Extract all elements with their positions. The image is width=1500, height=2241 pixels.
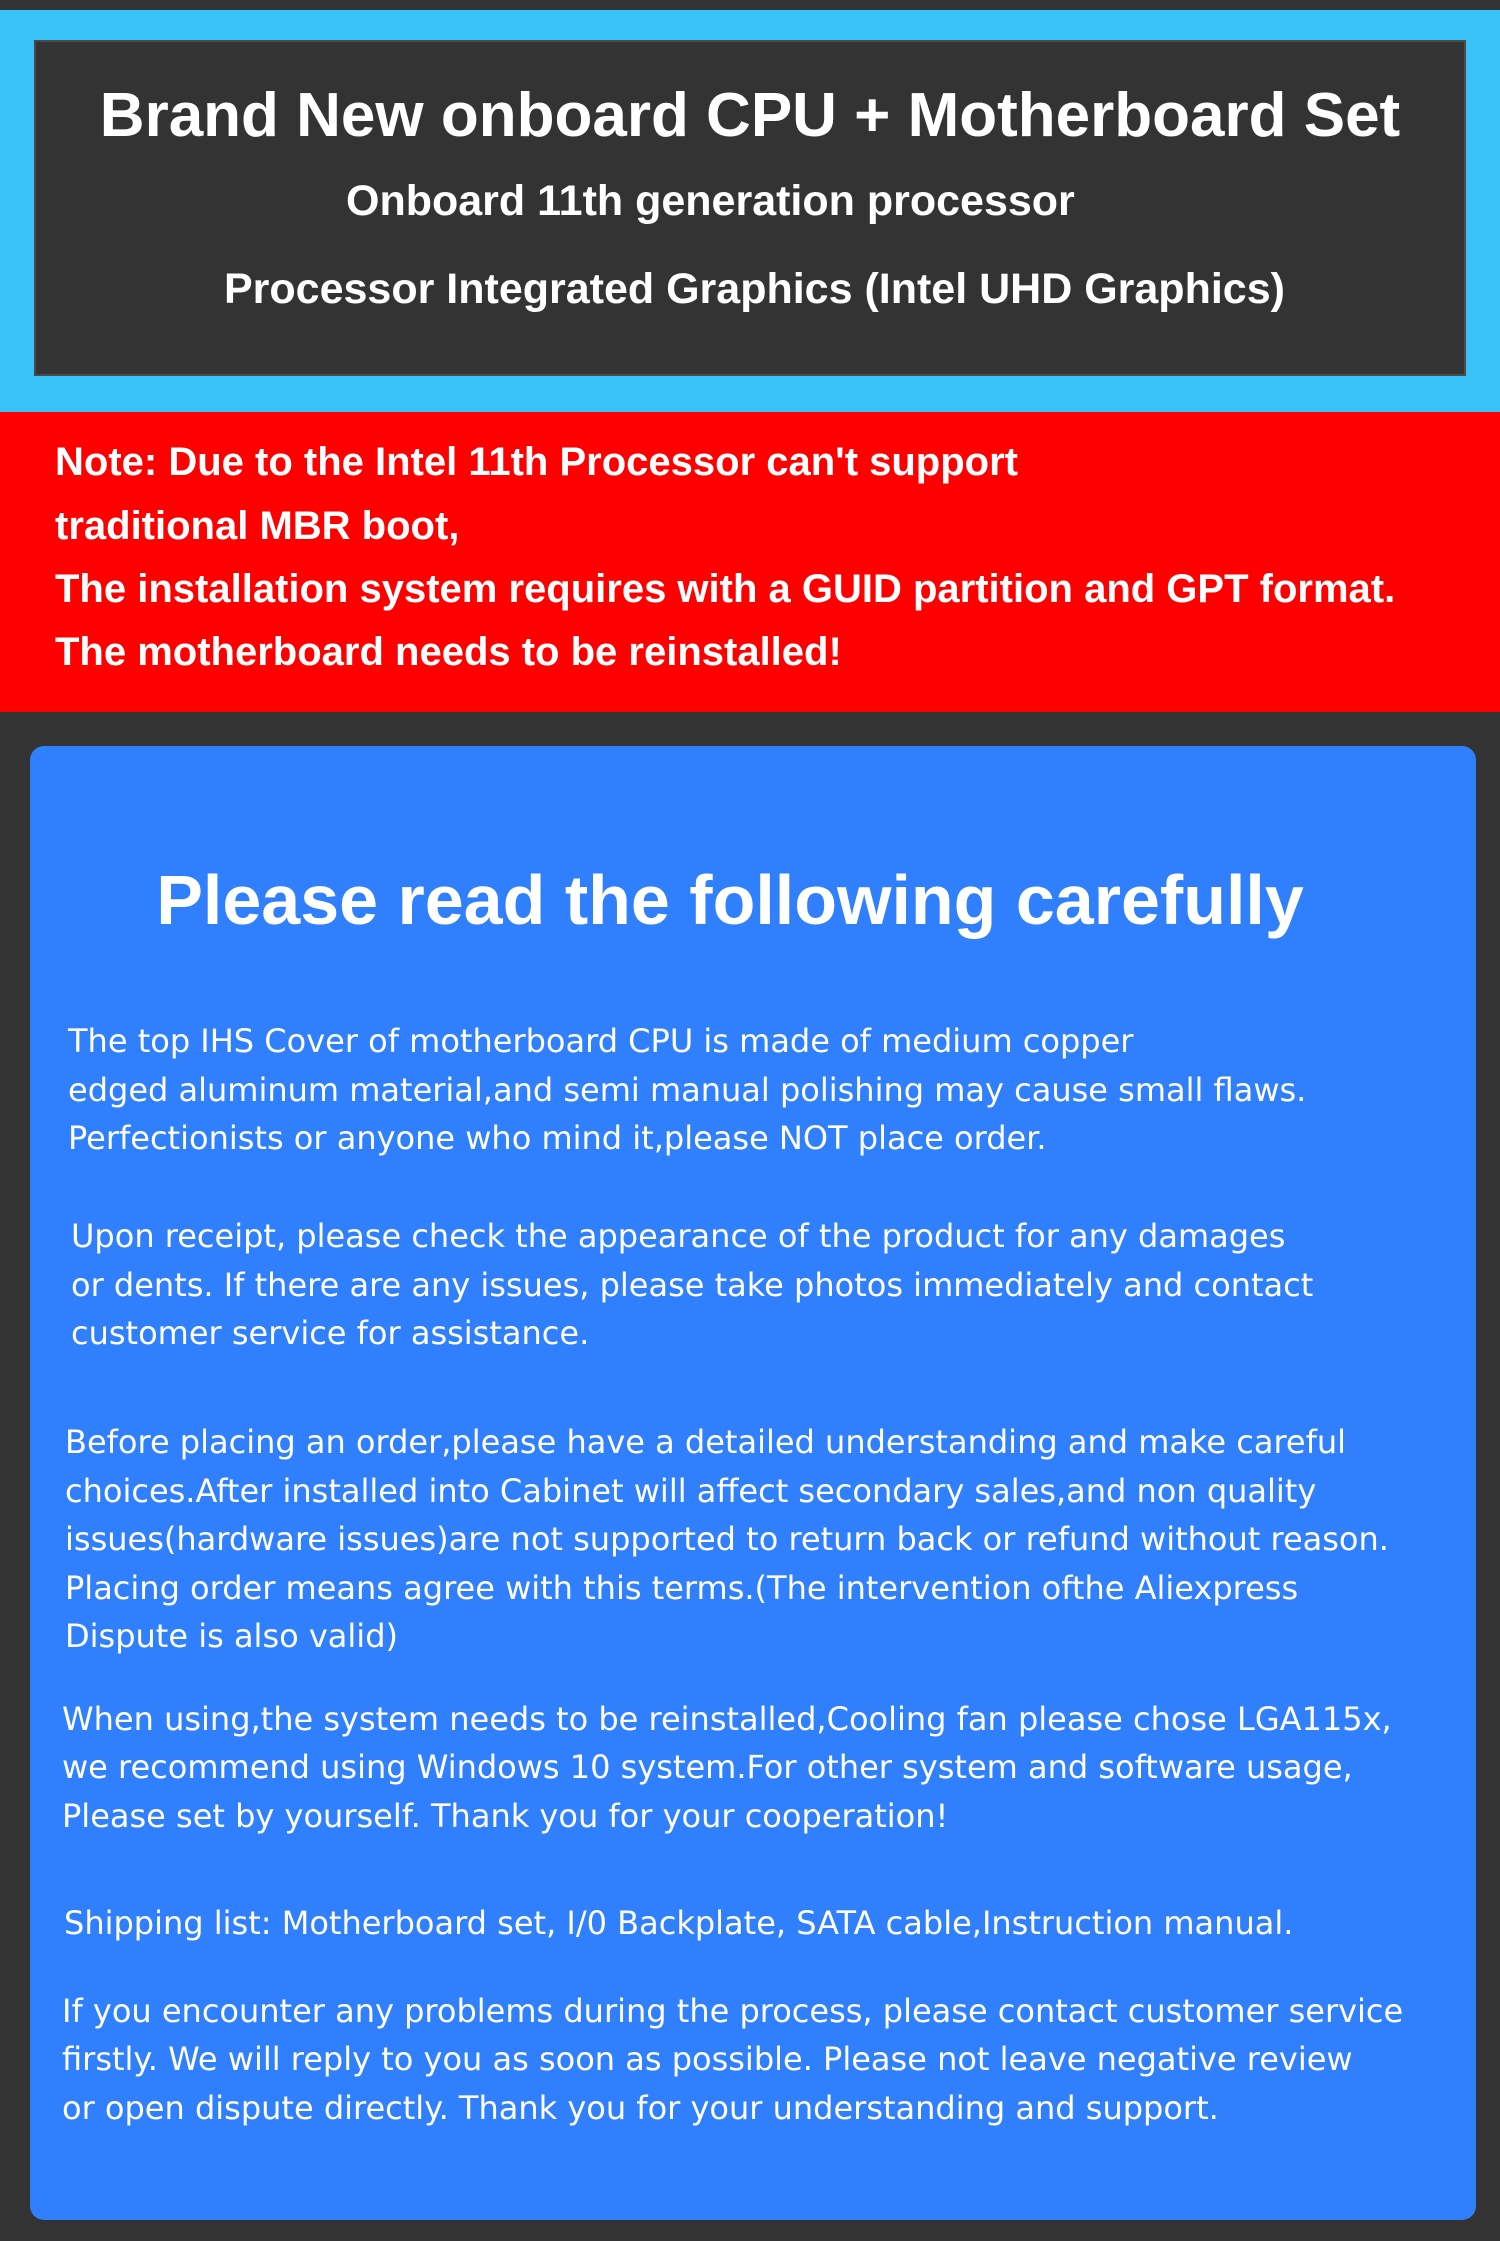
paragraph-line: firstly. We will reply to you as soon as possible. Please not leave negative review: [62, 2040, 1353, 2078]
paragraph-line: If you encounter any problems during the process, please contact customer service: [62, 1992, 1404, 2030]
note-line: The motherboard needs to be reinstalled!: [55, 630, 842, 674]
header-subtitle-generation: Onboard 11th generation processor: [346, 177, 1075, 225]
paragraph-line: Perfectionists or anyone who mind it,please NOT place order.: [68, 1119, 1047, 1157]
paragraph-line: we recommend using Windows 10 system.For other system and software usage,: [62, 1748, 1353, 1786]
note-line: Note: Due to the Intel 11th Processor can't support: [55, 440, 1018, 484]
note-line: traditional MBR boot,: [55, 504, 460, 548]
paragraph-line: The top IHS Cover of motherboard CPU is made of medium copper: [68, 1022, 1134, 1060]
paragraph-line: choices.After installed into Cabinet will affect secondary sales,and non quality: [65, 1472, 1317, 1510]
paragraph-line: customer service for assistance.: [71, 1314, 590, 1352]
paragraph-line: issues(hardware issues)are not supported to return back or refund without reason.: [65, 1520, 1389, 1558]
note-band: [0, 412, 1500, 712]
paragraph-line: Dispute is also valid): [65, 1617, 398, 1655]
paragraph-line: Before placing an order,please have a detailed understanding and make careful: [65, 1423, 1347, 1461]
paragraph-line: edged aluminum material,and semi manual polishing may cause small flaws.: [68, 1071, 1307, 1109]
header-box: [34, 40, 1466, 376]
paragraph-line: Placing order means agree with this terms.(The intervention ofthe Aliexpress: [65, 1569, 1299, 1607]
header-subtitle-graphics: Processor Integrated Graphics (Intel UHD Graphics): [224, 265, 1285, 313]
paragraph-line: When using,the system needs to be reinstalled,Cooling fan please chose LGA115x,: [62, 1700, 1392, 1738]
paragraph-line: or dents. If there are any issues, please take photos immediately and contact: [71, 1266, 1314, 1304]
paragraph-line: Please set by yourself. Thank you for your cooperation!: [62, 1797, 949, 1835]
info-panel: [30, 746, 1476, 2220]
note-line: The installation system requires with a GUID partition and GPT format.: [55, 567, 1396, 611]
paragraph-line: Upon receipt, please check the appearance of the product for any damages: [71, 1217, 1286, 1255]
header-title: Brand New onboard CPU + Motherboard Set: [99, 81, 1401, 150]
paragraph-line: Shipping list: Motherboard set, I/0 Backplate, SATA cable,Instruction manual.: [64, 1904, 1294, 1942]
header-band: [0, 10, 1500, 412]
paragraph-line: or open dispute directly. Thank you for your understanding and support.: [62, 2089, 1219, 2127]
info-heading: Please read the following carefully: [156, 861, 1304, 939]
